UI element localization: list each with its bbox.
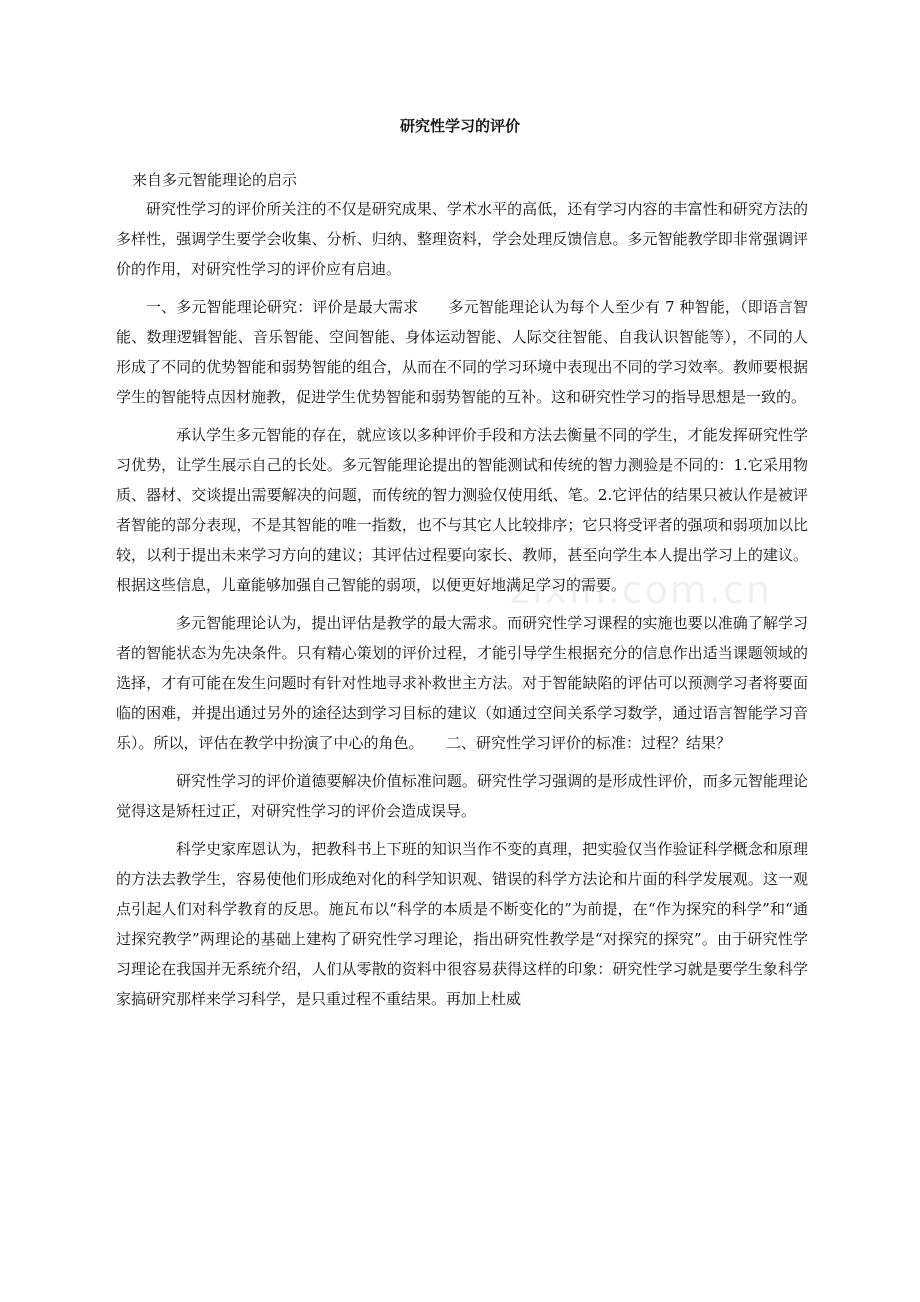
watermark: zixin.com.cn — [510, 568, 772, 612]
document-subtitle: 来自多元智能理论的启示 — [132, 171, 298, 189]
paragraph: 承认学生多元智能的存在，就应该以多种评价手段和方法去衡量不同的学生，才能发挥研究性学习优势，让学生展示自己的长处。多元智能理论提出的智能测试和传统的智力测验是不同的：1.它采用物质、器材、交谈提出需要解决的问题，而传统的智力测验仅使用纸、笔。2.它评估的结果只被认作是被评者智能的部分表现，不是其智能的唯一指数，也不与其它人比较排序；它只将受评者的强项和弱项加以比较，以利于提出未来学习方向的建议；其评估过程要向家长、教师，甚至向学生本人提出学习上的建议。根据这些信息，儿童能够加强自己智能的弱项，以便更好地满足学习的需要。 — [116, 426, 808, 594]
document-title: 研究性学习的评价 — [399, 117, 520, 135]
paragraph: 科学史家库恩认为，把教科书上下班的知识当作不变的真理，把实验仅当作验证科学概念和原理的方法去教学生，容易使他们形成绝对化的科学知识观、错误的科学方法论和片面的科学发展观。这一观点引起人们对科学教育的反思。施瓦布以“科学的本质是不断变化的”为前提，在“作为探究的科学”和“通过探究教学”两理论的基础上建构了研究性学习理论，指出研究性教学是“对探究的探究”。由于研究性学习理论在我国并无系统介绍，人们从零散的资料中很容易获得这样的印象：研究性学习就是要学生象科学家搞研究那样来学习科学，是只重过程不重结果。再加上杜威 — [116, 840, 808, 1008]
paragraph: 一、多元智能理论研究：评价是最大需求 多元智能理论认为每个人至少有 7 种智能，（即语言智能、数理逻辑智能、音乐智能、空间智能、身体运动智能、人际交往智能、自我认识智能等），不同的人形成了不同的优势智能和弱势智能的组合，从而在不同的学习环境中表现出不同的学习效率。教师要根据学生的智能特点因材施教，促进学生优势智能和弱势智能的互补。这和研究性学习的指导思想是一致的。 — [116, 298, 808, 406]
paragraph: 研究性学习的评价所关注的不仅是研究成果、学术水平的高低，还有学习内容的丰富性和研究方法的多样性，强调学生要学会收集、分析、归纳、整理资料，学会处理反馈信息。多元智能教学即非常强调评价的作用，对研究性学习的评价应有启迪。 — [116, 200, 808, 278]
document-body — [116, 194, 808, 1022]
paragraph: 多元智能理论认为，提出评估是教学的最大需求。而研究性学习课程的实施也要以准确了解学习者的智能状态为先决条件。只有精心策划的评价过程，才能引导学生根据充分的信息作出适当课题领域的选择，才有可能在发生问题时有针对性地寻求补救世主方法。对于智能缺陷的评估可以预测学习者将要面临的困难，并提出通过另外的途径达到学习目标的建议（如通过空间关系学习数学，通过语言智能学习音乐）。所以，评估在教学中扮演了中心的角色。 二、研究性学习评价的标准：过程？结果？ — [116, 614, 808, 752]
paragraph: 研究性学习的评价道德要解决价值标准问题。研究性学习强调的是形成性评价，而多元智能理论觉得这是矫枉过正，对研究性学习的评价会造成误导。 — [116, 772, 808, 820]
